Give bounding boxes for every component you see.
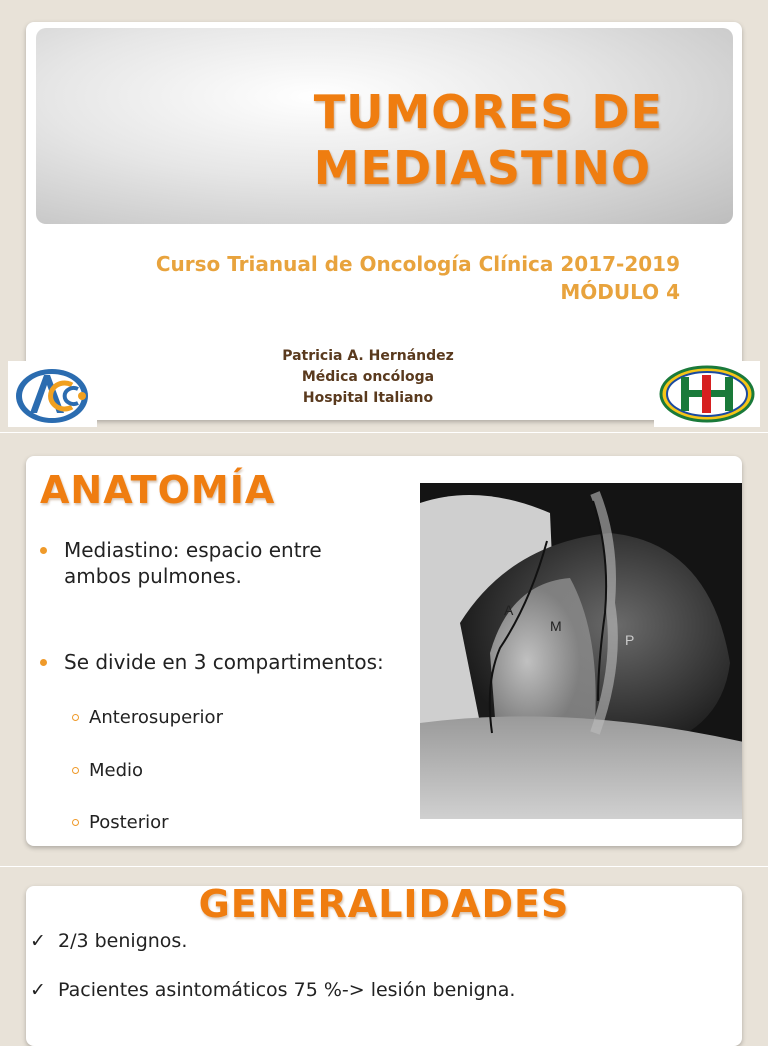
title-line-2: MEDIASTINO bbox=[313, 141, 652, 195]
author-block bbox=[206, 346, 530, 409]
title-line-1: TUMORES DE bbox=[313, 85, 663, 139]
bullet-text: Mediastino: espacio entre ambos pulmones. bbox=[64, 538, 322, 588]
course-name: Curso Trianual de Oncología Clínica 2017-2019 bbox=[155, 252, 680, 276]
sub-bullet-ring bbox=[72, 767, 79, 774]
xray-label-p: P bbox=[625, 632, 635, 648]
bullet-dot bbox=[40, 659, 47, 666]
sub-bullet-ring bbox=[72, 819, 79, 826]
chest-xray-image bbox=[420, 483, 742, 819]
bullet-text: Se divide en 3 compartimentos: bbox=[64, 650, 384, 674]
generalities-heading: GENERALIDADES bbox=[198, 886, 570, 926]
sub-bullet-item bbox=[72, 707, 223, 728]
author-role: Médica oncóloga bbox=[301, 369, 435, 385]
title-slide bbox=[26, 22, 742, 420]
sub-bullet-text: Anterosuperior bbox=[89, 707, 223, 728]
check-icon: ✓ bbox=[30, 979, 46, 1001]
author-name: Patricia A. Hernández bbox=[282, 348, 454, 364]
slide-divider bbox=[0, 866, 768, 867]
sub-bullet-ring bbox=[72, 714, 79, 721]
check-item bbox=[30, 930, 187, 952]
sub-bullet-text: Medio bbox=[89, 760, 144, 781]
check-text: 2/3 benignos. bbox=[58, 930, 188, 952]
title-banner bbox=[36, 28, 733, 224]
check-icon: ✓ bbox=[30, 930, 46, 952]
author-institution: Hospital Italiano bbox=[302, 390, 434, 406]
presentation-title bbox=[314, 84, 663, 196]
course-subtitle bbox=[156, 250, 680, 306]
sub-bullet-item bbox=[72, 760, 143, 781]
module-label: MÓDULO 4 bbox=[560, 280, 680, 304]
slide-divider bbox=[0, 432, 768, 433]
bullet-item bbox=[40, 537, 370, 589]
check-text: Pacientes asintomáticos 75 %-> lesión benigna. bbox=[58, 979, 516, 1001]
check-item bbox=[30, 979, 515, 1001]
sub-bullet-item bbox=[72, 812, 169, 833]
bullet-item bbox=[40, 649, 420, 675]
hospital-italiano-logo bbox=[654, 361, 760, 427]
sub-bullet-text: Posterior bbox=[89, 812, 169, 833]
anatomy-heading: ANATOMÍA bbox=[40, 468, 276, 512]
aac-logo bbox=[8, 361, 97, 427]
bullet-dot bbox=[40, 547, 47, 554]
xray-label-a: A bbox=[504, 602, 514, 618]
anatomy-slide bbox=[26, 456, 742, 846]
xray-label-m: M bbox=[550, 618, 562, 634]
generalities-slide bbox=[26, 886, 742, 1046]
